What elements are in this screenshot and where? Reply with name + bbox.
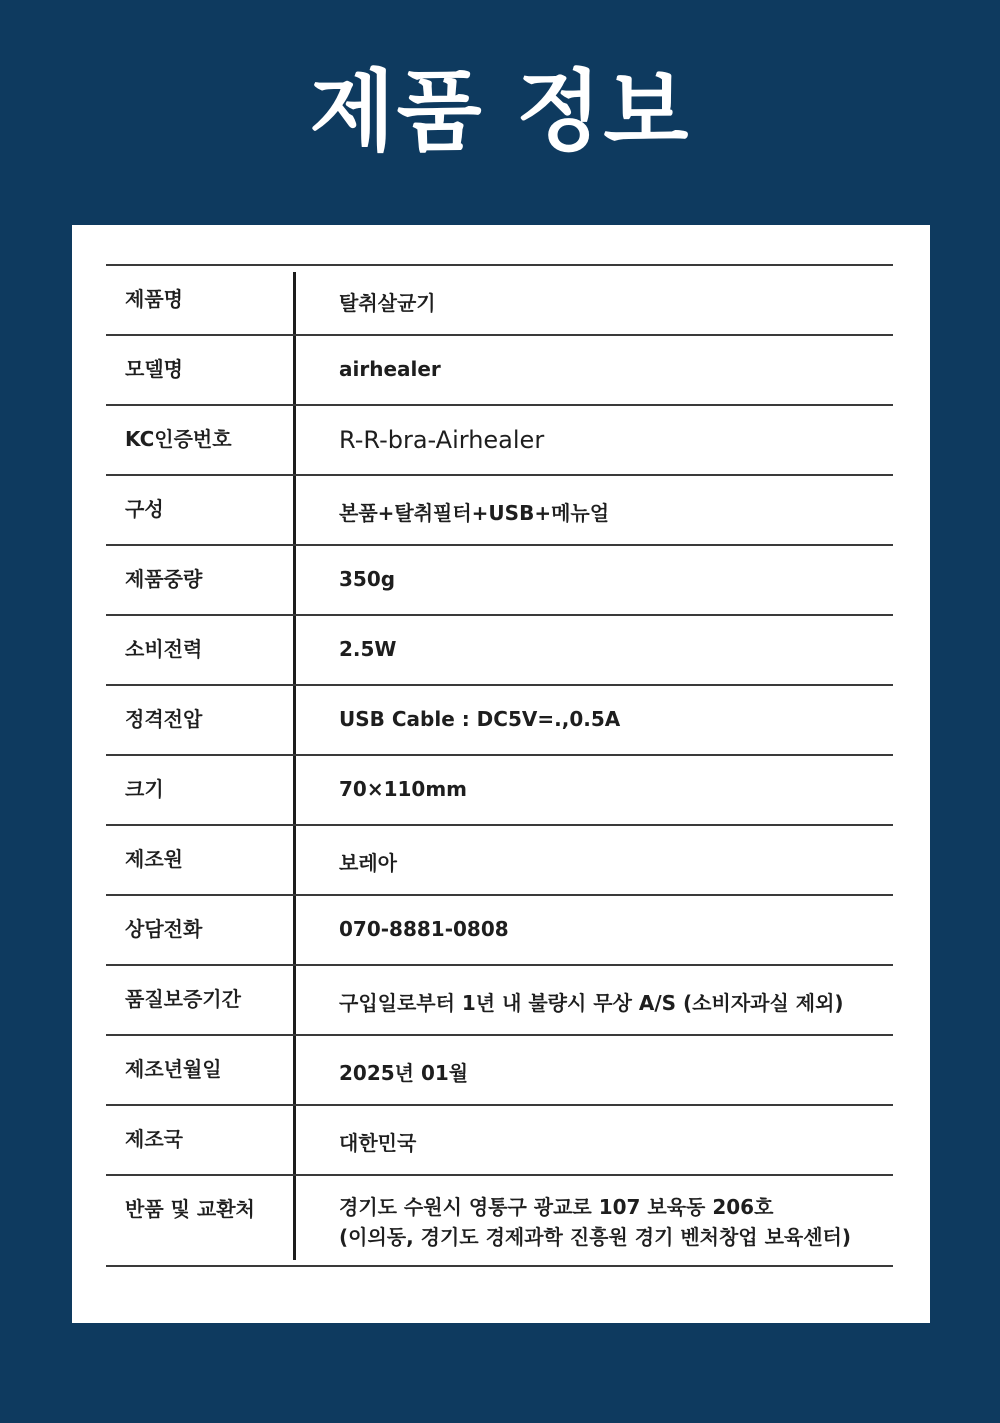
table-row-kc-cert bbox=[106, 406, 893, 476]
row-label: 제조국 bbox=[125, 1127, 183, 1151]
row-value: 구입일로부터 1년 내 불량시 무상 A/S (소비자과실 제외) bbox=[339, 991, 844, 1015]
table-row-model-name bbox=[106, 336, 893, 406]
row-label: 모델명 bbox=[125, 357, 183, 381]
table-row-components bbox=[106, 476, 893, 546]
table-row-warranty bbox=[106, 966, 893, 1036]
table-row-power bbox=[106, 616, 893, 686]
product-info-card bbox=[72, 225, 930, 1323]
row-value: 보레아 bbox=[339, 851, 397, 875]
table-row-voltage bbox=[106, 686, 893, 756]
table-row-phone bbox=[106, 896, 893, 966]
table-row-size bbox=[106, 756, 893, 826]
row-label: 제품명 bbox=[125, 287, 183, 311]
row-value: 본품+탈취필터+USB+메뉴얼 bbox=[339, 501, 610, 525]
row-label: KC인증번호 bbox=[125, 427, 232, 451]
table-row-weight bbox=[106, 546, 893, 616]
row-value: 70×110mm bbox=[339, 777, 468, 801]
row-label: 제조년월일 bbox=[125, 1057, 222, 1081]
table-row-country bbox=[106, 1106, 893, 1176]
row-value: 350g bbox=[339, 567, 396, 591]
table-row-product-name bbox=[106, 266, 893, 336]
row-label: 정격전압 bbox=[125, 707, 203, 731]
table-row-returns bbox=[106, 1176, 893, 1267]
row-value: 탈취살균기 bbox=[339, 291, 436, 315]
row-label: 크기 bbox=[125, 777, 164, 801]
product-info-table bbox=[106, 264, 893, 1267]
row-value: R-R-bra-Airhealer bbox=[339, 426, 545, 454]
row-label: 제품중량 bbox=[125, 567, 203, 591]
row-label: 제조원 bbox=[125, 847, 183, 871]
address-line-2: (이의동, 경기도 경제과학 진흥원 경기 벤처창업 보육센터) bbox=[339, 1225, 852, 1249]
row-label: 소비전력 bbox=[125, 637, 203, 661]
row-value: 2025년 01월 bbox=[339, 1061, 469, 1085]
row-label: 품질보증기간 bbox=[125, 987, 241, 1011]
row-value: 070-8881-0808 bbox=[339, 917, 509, 941]
address-line-1: 경기도 수원시 영통구 광교로 107 보육동 206호 bbox=[339, 1195, 774, 1219]
row-label: 상담전화 bbox=[125, 917, 203, 941]
row-label: 구성 bbox=[125, 497, 164, 521]
table-row-manufacture-date bbox=[106, 1036, 893, 1106]
table-row-manufacturer bbox=[106, 826, 893, 896]
row-value: 2.5W bbox=[339, 637, 397, 661]
row-value: airhealer bbox=[339, 357, 441, 381]
page-title: 제품 정보 bbox=[309, 60, 691, 163]
row-value: 대한민국 bbox=[339, 1131, 417, 1155]
row-label: 반품 및 교환처 bbox=[125, 1197, 255, 1221]
row-value: USB Cable : DC5V=.,0.5A bbox=[339, 707, 621, 731]
row-value bbox=[339, 1192, 851, 1252]
